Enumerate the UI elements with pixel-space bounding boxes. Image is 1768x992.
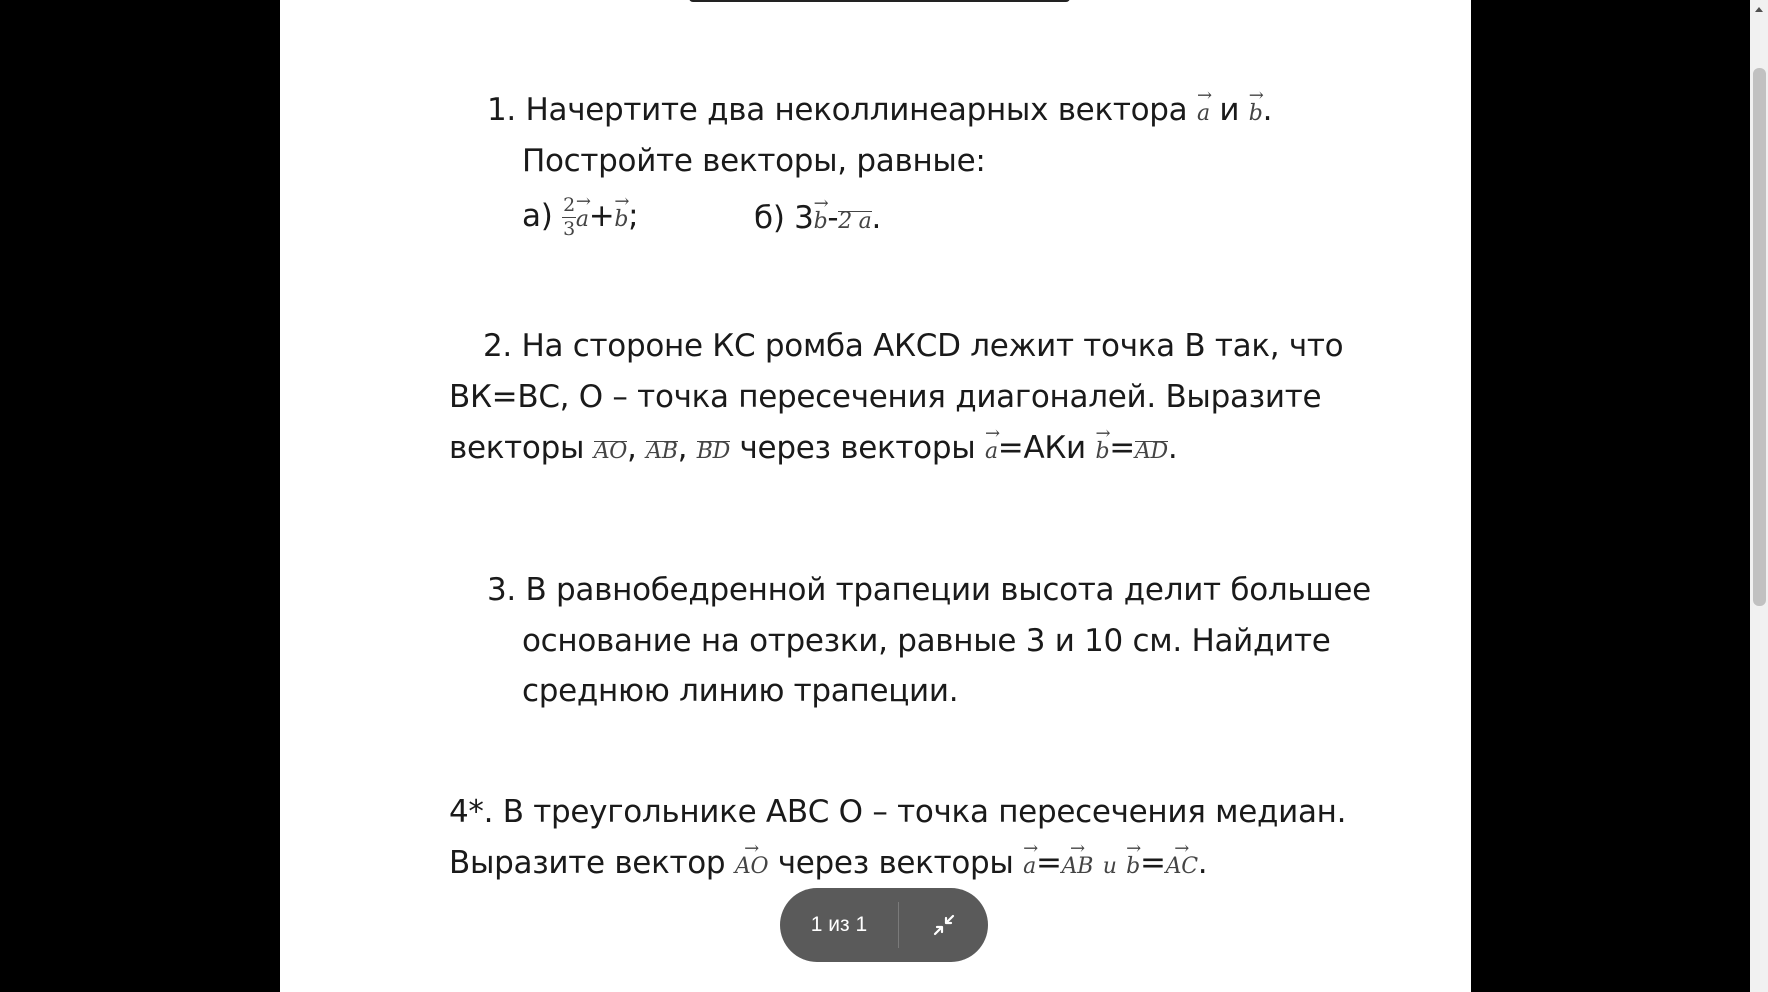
vector-b: b →	[814, 209, 828, 234]
document-page	[280, 0, 1471, 992]
task4-line1: 4*. В треугольнике АВС О – точка пересечения медиан.	[449, 794, 1347, 830]
task1-part-a: а) $\frac{2}{3}$ a →+b →;	[522, 196, 638, 239]
vector-ab: AB	[646, 439, 678, 464]
scrollbar-thumb[interactable]	[1753, 68, 1766, 606]
task3-line1: 3. В равнобедренной трапеции высота делит большее	[487, 572, 1371, 608]
vector-ad: AD	[1134, 439, 1168, 464]
task3-line3: среднюю линию трапеции.	[522, 673, 959, 709]
vector-b: b →	[614, 207, 628, 232]
task1-line1: 1. Начертите два неколлинеарных вектора a → и b →.	[487, 92, 1272, 128]
task1-part-b: б) 3b →-2 a.	[754, 200, 881, 236]
task3-line2: основание на отрезки, равные 3 и 10 см. Найдите	[522, 623, 1331, 659]
vector-a: a →	[1023, 854, 1036, 879]
vector-ao: AO	[593, 439, 628, 464]
vector-bd: BD	[696, 439, 730, 464]
vector-2a: 2 a	[838, 209, 872, 234]
page-indicator-bar	[780, 888, 988, 962]
vector-ac: AC →	[1166, 854, 1198, 879]
vector-a: a →	[985, 439, 998, 464]
exit-fullscreen-icon	[932, 913, 956, 937]
vector-b: b →	[1249, 101, 1263, 126]
task2-line2: ВК=ВС, О – точка пересечения диагоналей. Выразите	[449, 379, 1322, 415]
vector-a: a →	[576, 207, 589, 232]
fraction: $\frac{2}{3}$	[563, 194, 575, 240]
vector-ab: AB →	[1062, 854, 1093, 879]
vector-a: a →	[1197, 101, 1210, 126]
task2-line3: векторы AO, AB, BD через векторы a →=АКи b →=AD.	[449, 430, 1177, 466]
vector-b: b →	[1095, 439, 1109, 464]
page-counter: 1 из 1	[810, 913, 868, 936]
vector-b: b →	[1126, 854, 1140, 879]
exit-fullscreen-button[interactable]	[899, 888, 988, 962]
task2-line1: 2. На стороне КС ромба АКСD лежит точка В так, что	[483, 328, 1344, 364]
vertical-scrollbar[interactable]	[1750, 0, 1768, 992]
task4-line2: Выразите вектор AO → через векторы a →=AB → и b →=AC →.	[449, 845, 1207, 881]
previous-page-edge	[689, 0, 1070, 2]
scroll-up-arrow-icon[interactable]	[1750, 0, 1768, 18]
vector-ao: AO →	[735, 854, 768, 879]
task1-line2: Постройте векторы, равные:	[522, 143, 986, 179]
